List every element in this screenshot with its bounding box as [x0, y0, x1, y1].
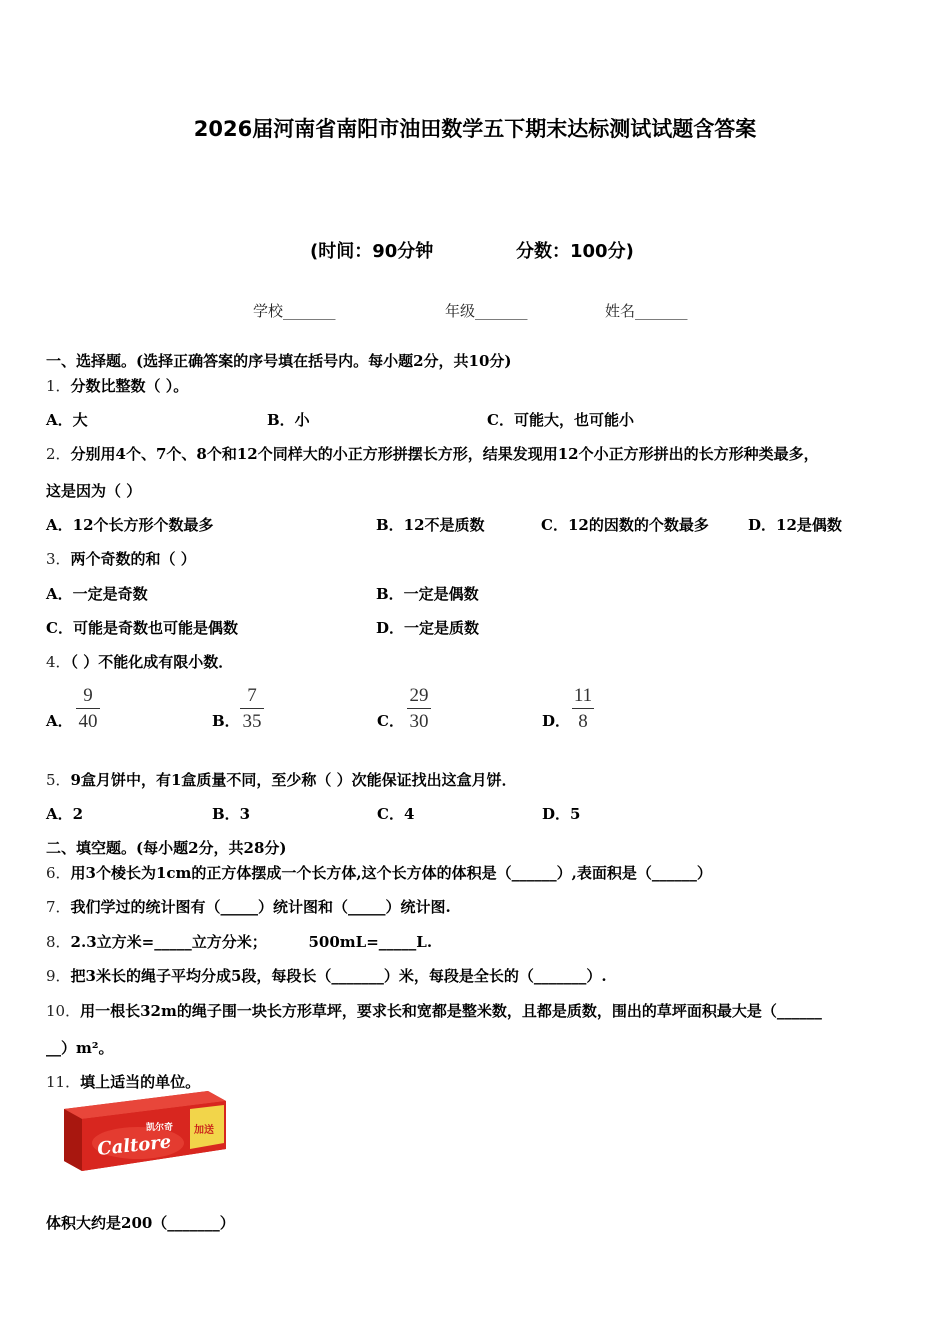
q4-option-d-fraction: [572, 685, 594, 733]
question-1: [46, 376, 188, 396]
question-text: 9盒月饼中，有1盒质量不同，至少称（ ）次能保证找出这盒月饼．: [70, 771, 517, 789]
question-number: 4．: [46, 653, 71, 671]
q4-option-b-fraction: [240, 685, 264, 733]
section-heading-fill: 二、填空题。(每小题2分，共28分): [46, 839, 287, 857]
q5-option-d: D．5: [542, 805, 581, 823]
name-field: 姓名_______: [605, 302, 688, 320]
q3-option-c: C．可能是奇数也可能是偶数: [46, 619, 238, 637]
question-text: 填上适当的单位。: [80, 1073, 201, 1091]
q2-option-b: B．12不是质数: [376, 516, 485, 534]
question-9: [46, 966, 607, 986]
q3-option-a: A．一定是奇数: [46, 585, 148, 603]
question-2-continued: 这是因为（ ）: [46, 482, 142, 500]
exam-time: (时间：90分钟: [310, 241, 434, 262]
section-heading-choice: 一、选择题。(选择正确答案的序号填在括号内。每小题2分，共10分): [46, 352, 512, 370]
brand-logo: Caltore: [96, 1131, 173, 1160]
q4-option-c-label: C．: [377, 712, 404, 730]
q1-option-a: A．大: [46, 411, 88, 429]
q11-volume: 体积大约是200（_______）: [46, 1214, 235, 1232]
grade-field: 年级_______: [445, 302, 528, 320]
brand-chinese: 凯尔奇: [146, 1123, 174, 1133]
question-number: 10．: [46, 1002, 81, 1020]
q4-option-a-label: A．: [46, 712, 73, 730]
question-text: 把3米长的绳子平均分成5段，每段长（_______）米，每段是全长的（_______）.: [70, 967, 607, 985]
fraction-bar: [407, 708, 431, 709]
question-text: 用3个棱长为1cm的正方体摆成一个长方体,这个长方体的体积是（______）,表面积是（______）: [70, 864, 712, 882]
q1-option-c: C．可能大，也可能小: [487, 411, 634, 429]
question-number: 2．: [46, 445, 71, 463]
q4-option-c-fraction: [407, 685, 431, 733]
question-number: 9．: [46, 967, 71, 985]
q3-option-d: D．一定是质数: [376, 619, 480, 637]
question-number: 6．: [46, 864, 71, 882]
numerator: 29: [409, 685, 429, 706]
question-number: 11．: [46, 1073, 81, 1091]
q2-option-a: A．12个长方形个数最多: [46, 516, 214, 534]
question-6: [46, 863, 712, 883]
q5-option-c: C．4: [377, 805, 415, 823]
question-text: 分数比整数（ ）。: [70, 377, 189, 395]
numerator: 7: [247, 685, 257, 706]
denominator: 35: [242, 711, 262, 732]
numerator: 9: [83, 685, 93, 706]
question-text: 分别用4个、7个、8个和12个同样大的小正方形拼摆长方形，结果发现用12个小正方形拼出的长方形种类最多，: [70, 445, 819, 463]
question-8: [46, 932, 432, 952]
promo-badge: 加送: [194, 1125, 214, 1136]
q4-option-d-label: D．: [542, 712, 571, 730]
denominator: 30: [409, 711, 429, 732]
question-number: 5．: [46, 771, 71, 789]
question-number: 7．: [46, 898, 71, 916]
q1-option-b: B．小: [267, 411, 310, 429]
fraction-bar: [76, 708, 100, 709]
question-4: [46, 652, 233, 672]
question-5: [46, 770, 517, 790]
question-7: [46, 897, 451, 917]
question-3: [46, 549, 196, 569]
q2-option-d: D．12是偶数: [748, 516, 842, 534]
numerator: 11: [573, 685, 593, 706]
question-text: 我们学过的统计图有（_____）统计图和（_____）统计图.: [70, 898, 451, 916]
q5-option-a: A．2: [46, 805, 84, 823]
exam-score: 分数：100分): [516, 241, 634, 262]
question-text: （ ）不能化成有限小数．: [70, 653, 234, 671]
school-field: 学校_______: [253, 302, 336, 320]
question-10: [46, 1001, 822, 1021]
question-number: 1．: [46, 377, 71, 395]
question-number: 8．: [46, 933, 71, 951]
toothpaste-box-image: [58, 1087, 230, 1175]
page-title: 2026届河南省南阳市油田数学五下期末达标测试试题含答案: [193, 117, 757, 141]
denominator: 8: [578, 711, 588, 732]
question-10-continued: __）m²。: [46, 1039, 114, 1057]
fraction-bar: [240, 708, 264, 709]
denominator: 40: [78, 711, 98, 732]
question-number: 3．: [46, 550, 71, 568]
fraction-bar: [572, 708, 594, 709]
q5-option-b: B．3: [212, 805, 251, 823]
question-text: 2.3立方米=_____立方分米； 500mL=_____L.: [70, 933, 433, 951]
q4-option-b-label: B．: [212, 712, 240, 730]
q3-option-b: B．一定是偶数: [376, 585, 479, 603]
question-text: 用一根长32m的绳子围一块长方形草坪，要求长和宽都是整米数，且都是质数，围出的草坪面积最大是（______: [80, 1002, 822, 1020]
question-text: 两个奇数的和（ ）: [70, 550, 196, 568]
q2-option-c: C．12的因数的个数最多: [541, 516, 709, 534]
q4-option-a-fraction: [76, 685, 100, 733]
question-2: [46, 444, 819, 464]
